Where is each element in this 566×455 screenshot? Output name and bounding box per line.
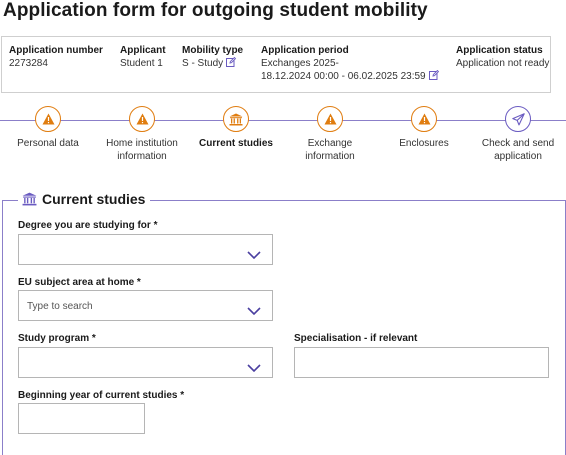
- mobility-type-value: S - Study: [182, 58, 224, 69]
- application-number-block: [9, 44, 103, 70]
- institution-icon: [223, 106, 249, 132]
- chevron-down-icon: [247, 302, 261, 320]
- application-period-value-1: Exchanges 2025-: [261, 58, 339, 69]
- beginning-year-label: Beginning year of current studies *: [18, 390, 185, 401]
- mobility-type-block: [182, 44, 243, 71]
- step-label-2: information: [305, 151, 355, 162]
- send-icon: [505, 106, 531, 132]
- warning-icon: [411, 106, 437, 132]
- chevron-down-icon: [247, 246, 261, 264]
- eu-subject-select[interactable]: [18, 290, 273, 321]
- mobility-type-label: Mobility type: [182, 45, 244, 56]
- warning-icon: [35, 106, 61, 132]
- warning-icon: [129, 106, 155, 132]
- specialisation-label: Specialisation - if relevant: [294, 333, 418, 344]
- step-label-2: application: [494, 151, 542, 162]
- step-home-institution[interactable]: [97, 106, 187, 163]
- degree-select[interactable]: [18, 234, 273, 265]
- step-exchange-information[interactable]: [285, 106, 375, 163]
- step-check-and-send[interactable]: [473, 106, 563, 163]
- section-title-text: Current studies: [42, 191, 146, 207]
- applicant-value: Student 1: [120, 58, 163, 69]
- progress-stepper: [0, 106, 566, 170]
- step-label: Current studies: [199, 138, 273, 149]
- step-current-studies[interactable]: [191, 106, 281, 150]
- study-program-select[interactable]: [18, 347, 273, 378]
- beginning-year-input[interactable]: [18, 403, 145, 434]
- step-personal-data[interactable]: [3, 106, 93, 150]
- step-label: Enclosures: [399, 138, 449, 149]
- study-program-label: Study program *: [18, 333, 96, 344]
- application-period-label: Application period: [261, 45, 349, 56]
- step-label: Home institution: [106, 138, 178, 149]
- application-period-value-2: 18.12.2024 00:00 - 06.02.2025 23:59: [261, 71, 426, 82]
- application-summary: [1, 36, 551, 93]
- application-number-label: Application number: [9, 45, 103, 56]
- applicant-label: Applicant: [120, 45, 166, 56]
- warning-icon: [317, 106, 343, 132]
- eu-subject-label: EU subject area at home *: [18, 277, 141, 288]
- eu-subject-placeholder: Type to search: [27, 301, 93, 312]
- specialisation-input[interactable]: [294, 347, 549, 378]
- application-status-block: [456, 44, 549, 70]
- application-number-value: 2273284: [9, 58, 48, 69]
- application-status-label: Application status: [456, 45, 543, 56]
- degree-label: Degree you are studying for *: [18, 220, 158, 231]
- step-label: Exchange: [307, 138, 353, 149]
- institution-icon: [22, 192, 37, 206]
- section-title: [18, 191, 150, 207]
- edit-icon[interactable]: [226, 57, 236, 71]
- application-status-value: Application not ready: [456, 58, 550, 69]
- edit-icon[interactable]: [429, 70, 439, 84]
- applicant-block: [120, 44, 166, 70]
- chevron-down-icon: [247, 359, 261, 377]
- step-label-2: information: [117, 151, 167, 162]
- application-period-block: [261, 44, 439, 84]
- page-title: Application form for outgoing student mobility: [3, 0, 428, 21]
- step-label: Personal data: [17, 138, 79, 149]
- step-enclosures[interactable]: [379, 106, 469, 150]
- step-label: Check and send: [481, 138, 555, 149]
